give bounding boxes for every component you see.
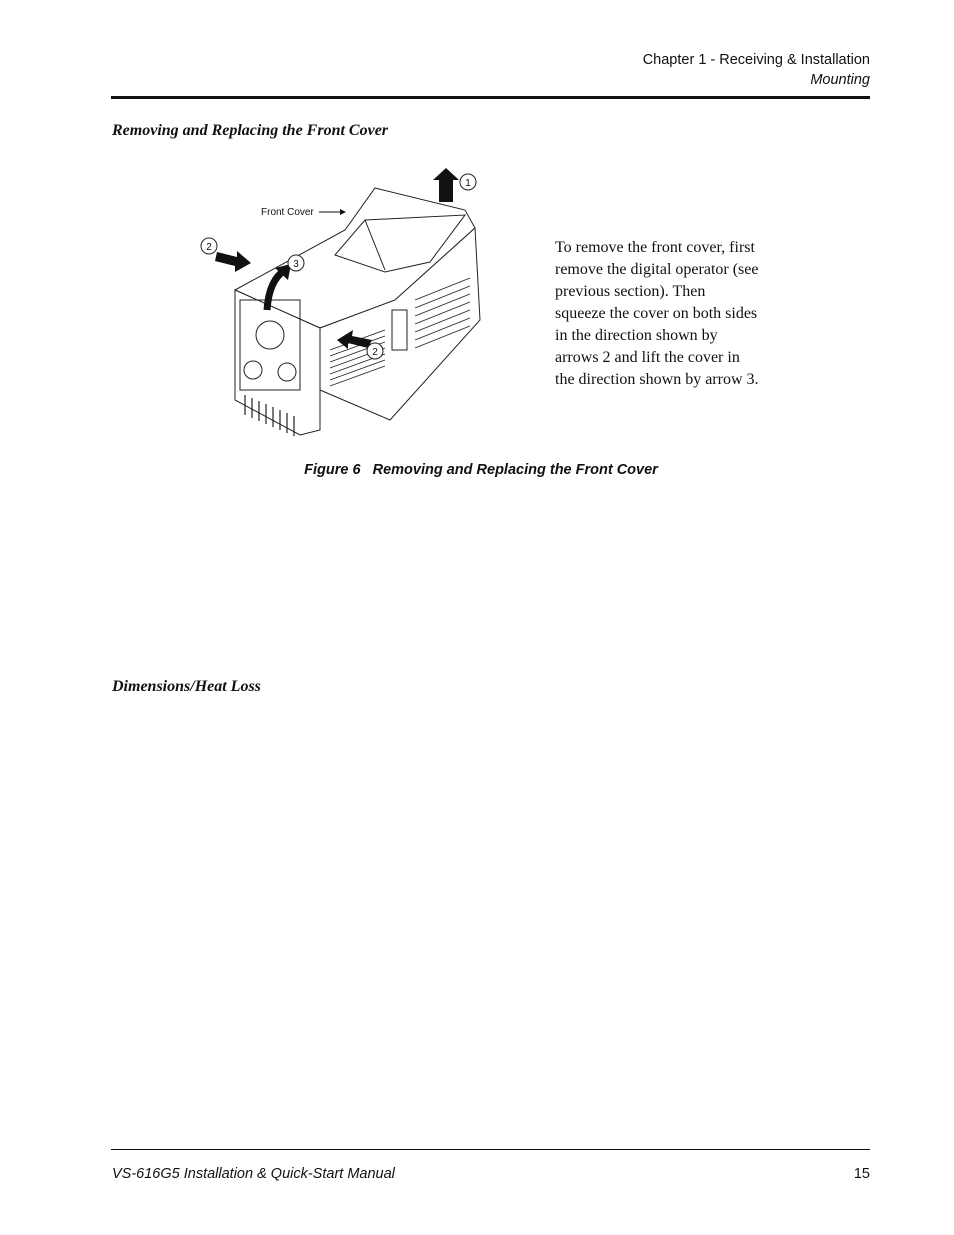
callout-2-left: 2 <box>206 242 212 253</box>
front-cover-label: Front Cover <box>261 207 314 218</box>
body-line: To remove the front cover, first <box>555 239 755 256</box>
header-rule <box>111 96 870 99</box>
header-section: Mounting <box>810 72 870 88</box>
figure-title: Removing and Replacing the Front Cover <box>372 462 658 478</box>
body-line: arrows 2 and lift the cover in <box>555 349 740 366</box>
body-line: the direction shown by arrow 3. <box>555 371 759 388</box>
figure-caption <box>0 462 954 478</box>
inverter-illustration <box>195 160 500 445</box>
callout-3: 3 <box>293 259 299 270</box>
body-line: in the direction shown by <box>555 327 718 344</box>
body-paragraph <box>555 237 780 391</box>
header-chapter: Chapter 1 - Receiving & Installation <box>642 52 870 68</box>
callout-2-right: 2 <box>372 347 378 358</box>
figure-number: Figure 6 <box>304 462 361 478</box>
callout-1: 1 <box>465 178 471 189</box>
page-number: 15 <box>853 1166 870 1182</box>
body-line: squeeze the cover on both sides <box>555 305 758 322</box>
section-heading-dimensions: Dimensions/Heat Loss <box>112 678 261 695</box>
body-line: remove the digital operator (see <box>555 261 759 278</box>
body-line: previous section). Then <box>555 283 706 300</box>
section-heading-front-cover: Removing and Replacing the Front Cover <box>112 122 389 139</box>
footer-rule <box>111 1149 870 1150</box>
footer-title: VS-616G5 Installation & Quick-Start Manual <box>112 1166 395 1182</box>
front-cover-figure <box>195 160 500 445</box>
